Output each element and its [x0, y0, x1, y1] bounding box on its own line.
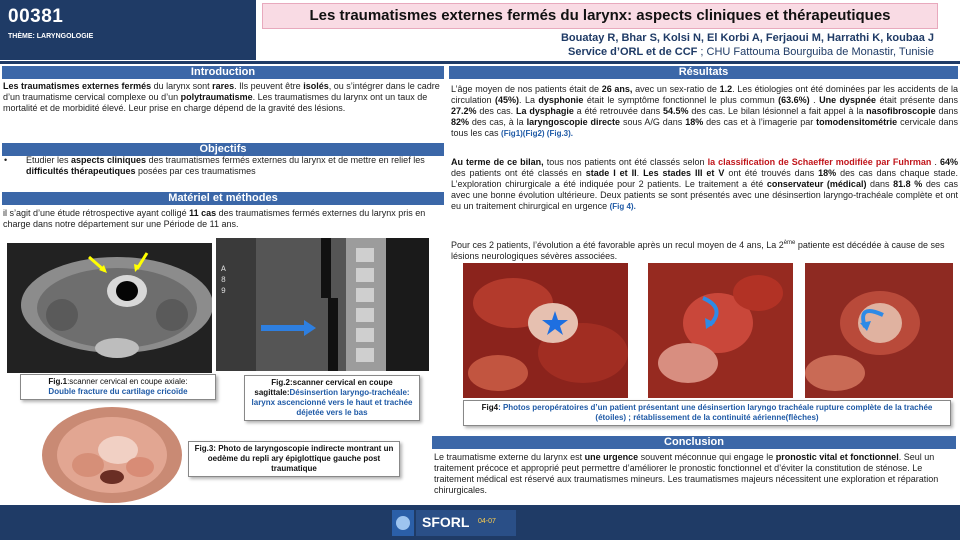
conclusion-text	[434, 452, 954, 496]
fig1-description: Double fracture du cartilage cricoïde	[48, 387, 188, 396]
fig3-laryngoscopy-image	[40, 405, 185, 505]
result-part: des cas. Le bilan lésionnel a fait appel à la	[688, 106, 867, 116]
ct-overlay-letter: 9	[221, 287, 226, 296]
fig4-surgical-photo-2	[648, 263, 793, 398]
intro-part: isolés	[303, 81, 329, 91]
objectifs-header: Objectifs	[2, 143, 444, 156]
objectif-part: posées par ces traumatismes	[135, 166, 256, 176]
fig4-surgical-photo-3	[805, 263, 953, 398]
affiliation-hospital: ; CHU Fattouma Bourguiba de Monastir, Tunisie	[697, 46, 934, 58]
result-part: des cas avec une bonne évolution ultérieure. Deux patients se sont présentés avec une désinsertion laryngo-trachéale complète et ont eu un traitement chirurgical en urgence	[451, 179, 958, 211]
result-part: des cas et à l’imagerie par	[703, 117, 817, 127]
ct-overlay-letter: A	[221, 265, 226, 274]
methodes-text	[3, 208, 443, 230]
logo-text: SFORL	[422, 514, 470, 530]
intro-part: . Ils peuvent être	[234, 81, 304, 91]
result-part: Au terme de ce bilan,	[451, 157, 544, 167]
result-part: 18%	[685, 117, 704, 127]
affiliation-service: Service d’ORL et de CCF	[567, 46, 698, 58]
intro-part: rares	[212, 81, 235, 91]
fig4-label: Fig4	[481, 403, 499, 412]
fig4-description: : Photos peropératoires d’un patient présentant une désinsertion laryngo trachéale rupture complète de la trachée (étoiles) ; rétablissement de la continuité aérienne(flèches)	[498, 403, 933, 422]
result-part: 54.5%	[663, 106, 689, 116]
methode-part: 11 cas	[189, 208, 217, 218]
result-part: .	[931, 157, 940, 167]
result-part: 26 ans,	[601, 84, 633, 94]
result-part: (63.6%)	[778, 95, 810, 105]
objectif-part: Etudier les	[26, 155, 72, 165]
result-part: laryngoscopie directe	[526, 117, 621, 127]
objectif-part: des traumatismes fermés externes du larynx et de mettre en relief les	[146, 155, 425, 165]
methodes-header: Matériel et méthodes	[2, 192, 444, 205]
result-part: tous nos patients ont été classés selon	[543, 157, 708, 167]
result-part: des patients ont été classés en	[451, 168, 586, 178]
poster-authors-block	[262, 31, 938, 59]
result-part: 18%	[818, 168, 837, 178]
result-part: . La	[519, 95, 539, 105]
fig4-surgical-photo-1	[463, 263, 628, 398]
result-part: .	[636, 168, 644, 178]
result-part: patiente est décédée à cause de ses lésions neurologiques sévères associées.	[451, 240, 945, 261]
objectifs-text	[4, 155, 444, 177]
resultats-paragraph-1	[451, 84, 958, 139]
result-part: ont été trouvés dans	[724, 168, 819, 178]
methode-part: il s’agit d’une étude rétrospective ayant colligé	[3, 208, 190, 218]
result-part: sous A/G dans	[620, 117, 686, 127]
result-part: 81.8 %	[893, 179, 923, 189]
fig4-caption	[463, 400, 951, 426]
result-part: 64%	[939, 157, 958, 167]
result-part: dans	[866, 179, 894, 189]
fig3-description: Photo de laryngoscopie indirecte montrant un oedème du repli ary épiglottique gauche post traumatique	[207, 444, 394, 473]
poster-title: Les traumatismes externes fermés du larynx: aspects cliniques et thérapeutiques	[262, 3, 938, 29]
fig1-caption	[20, 374, 216, 400]
fig1-label: Fig.1	[48, 377, 68, 386]
result-part: a été retrouvée dans	[573, 106, 664, 116]
poster-affiliation	[262, 45, 934, 59]
header-rule	[0, 61, 960, 64]
result-part: nasofibroscopie	[866, 106, 936, 116]
logo-date: 04-07	[478, 518, 496, 525]
ct-overlay-text	[221, 264, 226, 297]
result-part: était présente dans	[876, 95, 958, 105]
result-part: Une dyspnée	[819, 95, 877, 105]
objectif-part: difficultés thérapeutiques	[26, 166, 136, 176]
result-part: stade I et II	[585, 168, 637, 178]
objectif-part: aspects cliniques	[71, 155, 147, 165]
classification-name: la classification de Schaeffer modifiée par Fuhrman	[707, 157, 932, 167]
intro-part: . Les traumatismes du larynx ont un taux de mortalité et de morbidité élevé. Leur prise en charge dépend de la gravité des lésions.	[3, 92, 428, 113]
poster-id: 00381	[8, 6, 64, 27]
bullet: •	[4, 155, 8, 165]
resultats-header: Résultats	[449, 66, 958, 79]
methode-part: des traumatismes fermés externes du larynx pris en charge dans notre département sur une Période de 11 ans.	[3, 208, 426, 229]
result-part: (45%)	[494, 95, 519, 105]
result-part: La dysphagie	[516, 106, 574, 116]
intro-part: , ou s’intégrer dans le cadre d’un traumatisme cervical complexe ou d’un	[3, 81, 440, 102]
introduction-header: Introduction	[2, 66, 444, 79]
intro-part: du larynx sont	[151, 81, 213, 91]
result-part: cervicale dans tous les cas	[451, 117, 958, 138]
ct-overlay-letter: 8	[221, 276, 226, 285]
conclusion-part: Le traumatisme externe du larynx est	[434, 452, 585, 462]
fig3-caption	[188, 441, 400, 477]
poster-theme: THÈME: LARYNGOLOGIE	[8, 33, 94, 40]
resultats-paragraph-3	[451, 238, 958, 262]
introduction-text	[3, 81, 443, 114]
conclusion-header: Conclusion	[432, 436, 956, 449]
fig2-ct-sagittal-image	[216, 238, 429, 371]
resultats-paragraph-2	[451, 157, 958, 212]
result-part: était le symptôme fonctionnel le plus commun	[583, 95, 779, 105]
result-part: 1.2	[719, 84, 733, 94]
conclusion-part: pronostic vital et fonctionnel	[775, 452, 899, 462]
result-part: . Les étiologies ont été dominées par les accidents de la circulation	[451, 84, 959, 105]
fig1-ct-axial-image	[7, 243, 212, 373]
result-part: conservateur (médical)	[766, 179, 867, 189]
result-figure-refs: (Fig1)(Fig2) (Fig.3).	[501, 129, 574, 138]
poster-authors: Bouatay R, Bhar S, Kolsi N, El Korbi A, Ferjaoui M, Harrathi K, koubaa J	[560, 32, 934, 44]
superscript: ème	[783, 240, 796, 246]
conclusion-part: souvent méconnue qui engage le	[638, 452, 776, 462]
result-part: L’âge moyen de nos patients était de	[451, 84, 602, 94]
fig3-label: Fig.3:	[194, 444, 216, 453]
result-part: 82%	[451, 117, 470, 127]
result-part: Pour ces 2 patients, l’évolution a été favorable après un recul moyen de 4 ans, La 2	[451, 240, 784, 250]
result-part: 27.2%	[451, 106, 477, 116]
conclusion-part: . Seul un traitement précoce et approprié peut permettre d’améliorer le pronostic fonctionnel et d’éviter la constitution de sténose. Le traitement médical est réservé aux traumatismes mineurs. Les traumatismes majeurs nécessitent une exploration et réparation chirurgicales.	[434, 452, 939, 495]
fig2-caption	[244, 375, 420, 421]
fig1-title: :scanner cervical en coupe axiale:	[67, 377, 188, 386]
result-part: Les stades III et V	[643, 168, 725, 178]
result-part: dans	[935, 106, 959, 116]
result-part: tomodensitométrie	[816, 117, 898, 127]
result-part: des cas, à la	[469, 117, 527, 127]
poster-id-box	[0, 0, 256, 60]
result-figure-refs: (Fig 4).	[609, 202, 636, 211]
conclusion-part: une urgence	[584, 452, 639, 462]
fig2-title: Fig.2:scanner cervical en coupe sagittale:	[254, 378, 393, 397]
intro-part: Les traumatismes externes fermés	[3, 81, 152, 91]
result-part: des cas dans chaque stade. L’exploration chirurgicale a été indiquée pour 2 patients. Le traitement a été	[451, 168, 958, 189]
result-part: avec un sex-ratio de	[632, 84, 720, 94]
result-part: dysphonie	[538, 95, 584, 105]
result-part: .	[809, 95, 820, 105]
intro-part: polytraumatisme	[180, 92, 253, 102]
fig2-description: Désinsertion laryngo-trachéale: larynx ascencionné vers le haut et trachée déjetée vers le bas	[251, 388, 413, 417]
result-part: des cas.	[476, 106, 517, 116]
sforl-logo	[392, 508, 562, 538]
